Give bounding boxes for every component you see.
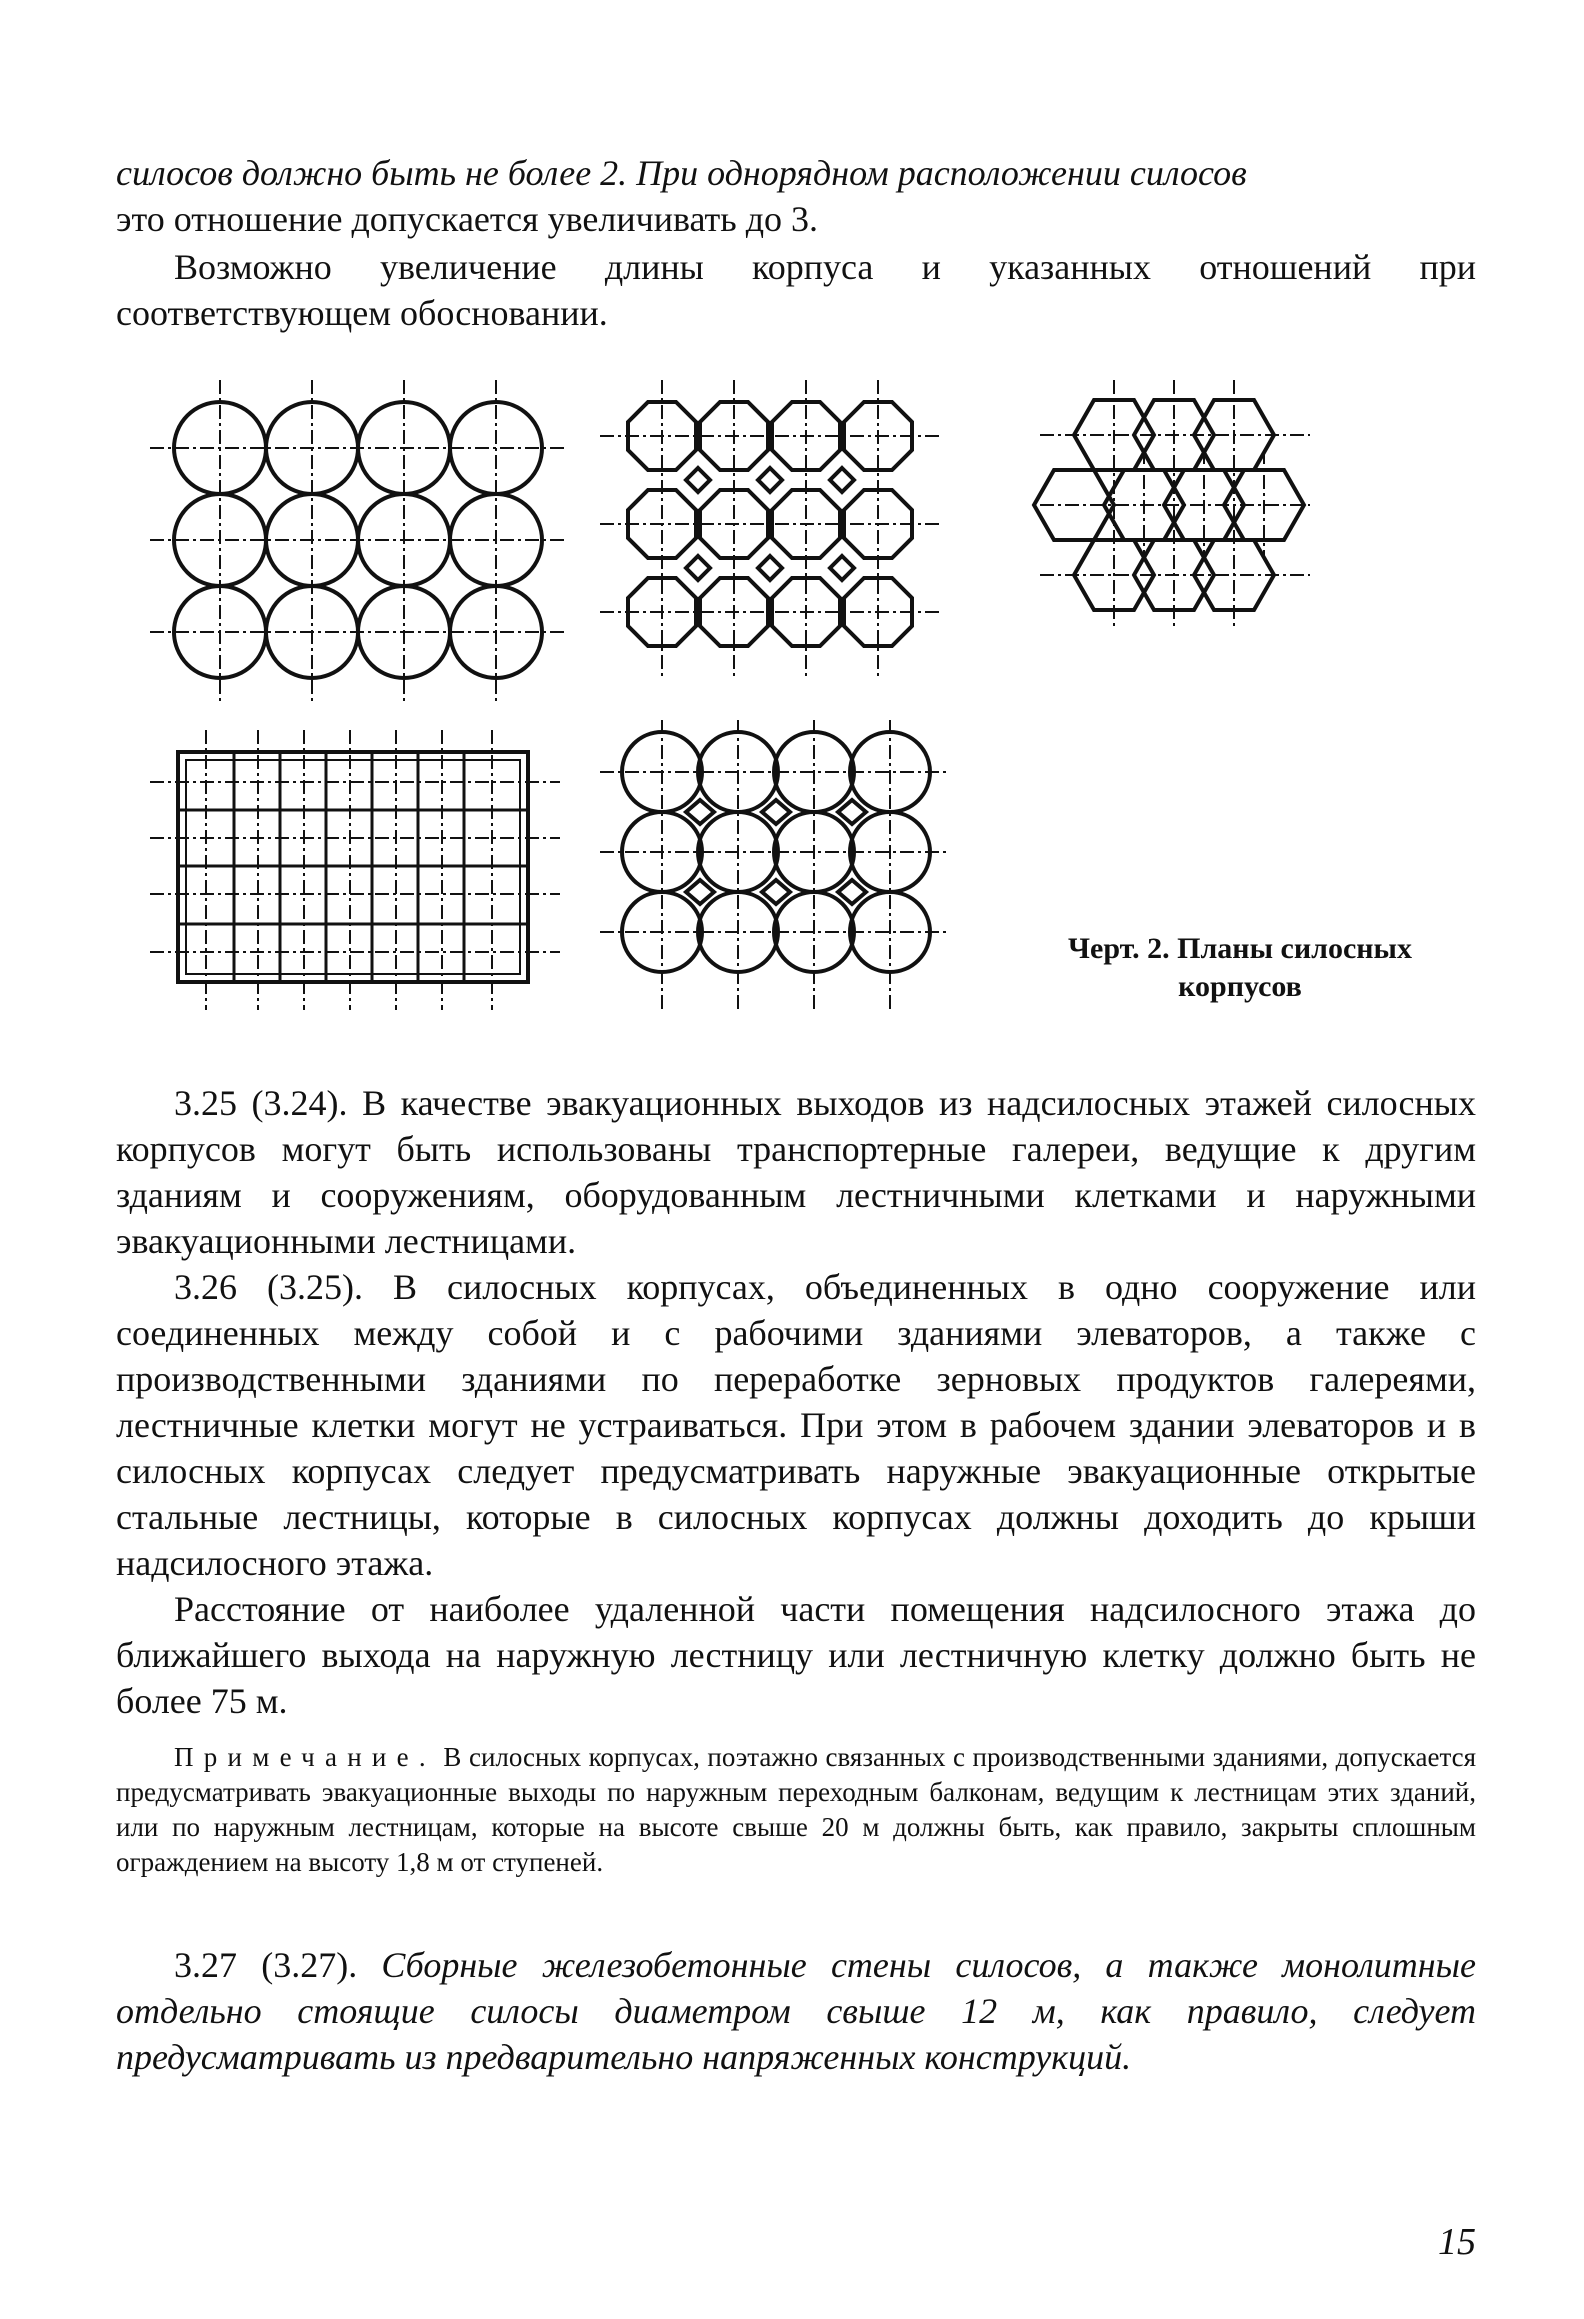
section-3-26-number: 3.26 (3.25).	[174, 1267, 363, 1307]
section-3-27-number: 3.27 (3.27).	[174, 1945, 358, 1985]
figure-caption: Черт. 2. Планы силосных корпусов	[1068, 932, 1412, 1003]
page-number: 15	[1438, 2221, 1476, 2263]
paragraph-continuation-line2: это отношение допускается увеличивать до 3.	[116, 199, 819, 239]
section-3-25	[116, 1080, 1476, 1264]
section-3-26	[116, 1264, 1476, 1586]
section-3-25-text: В качестве эвакуационных выходов из надсилосных этажей силосных корпусов могут быть использованы транспортерные галереи, ведущие к другим зданиям и сооружениям, оборудованным лестничными клетками и наружными эвакуационными лестницами.	[116, 1083, 1476, 1261]
note	[116, 1740, 1476, 1880]
section-3-26-text: В силосных корпусах, объединенных в одно сооружение или соединенных между собой и с рабочими зданиями элеваторов, а также с производственными зданиями по переработке зерновых продуктов галереями, лестничные клетки могут не устраиваться. При этом в рабочем здании элеваторов и в силосных корпусах следует предусматривать наружные эвакуационные открытые стальные лестницы, которые в силосных корпусах должны доходить до крыши надсилосного этажа.	[116, 1267, 1476, 1583]
paragraph-continuation	[116, 150, 1476, 242]
square-silos-grid	[178, 752, 528, 982]
section-3-27	[116, 1942, 1476, 2080]
paragraph-continuation-line1: силосов должно быть не более 2. При однорядном расположении силосов	[116, 153, 1247, 193]
square-silos-axes	[150, 730, 560, 1010]
note-label: Примечание.	[174, 1742, 436, 1772]
section-3-27-text: Сборные железобетонные стены силосов, а также монолитные отдельно стоящие силосы диаметром свыше 12 м, как правило, следует предусматривать из предварительно напряженных конструкций.	[116, 1945, 1476, 2077]
circular-silos-axes	[150, 380, 566, 702]
paragraph-justification: Возможно увеличение длины корпуса и указанных отношений при соответствующем обосновании.	[116, 247, 1476, 333]
paragraph-distance: Расстояние от наиболее удаленной части помещения надсилосного этажа до ближайшего выхода на наружную лестницу или лестничную клетку должно быть не более 75 м.	[116, 1589, 1476, 1721]
section-3-25-number: 3.25 (3.24).	[174, 1083, 348, 1123]
note-text: В силосных корпусах, поэтажно связанных с производственными зданиями, допускается предусматривать эвакуационные выходы по наружным переходным балконам, ведущим к лестницам этих зданий, или по наружным лестницам, которые на высоте свыше 20 м должны быть, как правило, закрыты сплошным ограждением на высоту 1,8 м от ступеней.	[116, 1742, 1476, 1877]
hexagonal-silos-axes	[1040, 380, 1310, 630]
